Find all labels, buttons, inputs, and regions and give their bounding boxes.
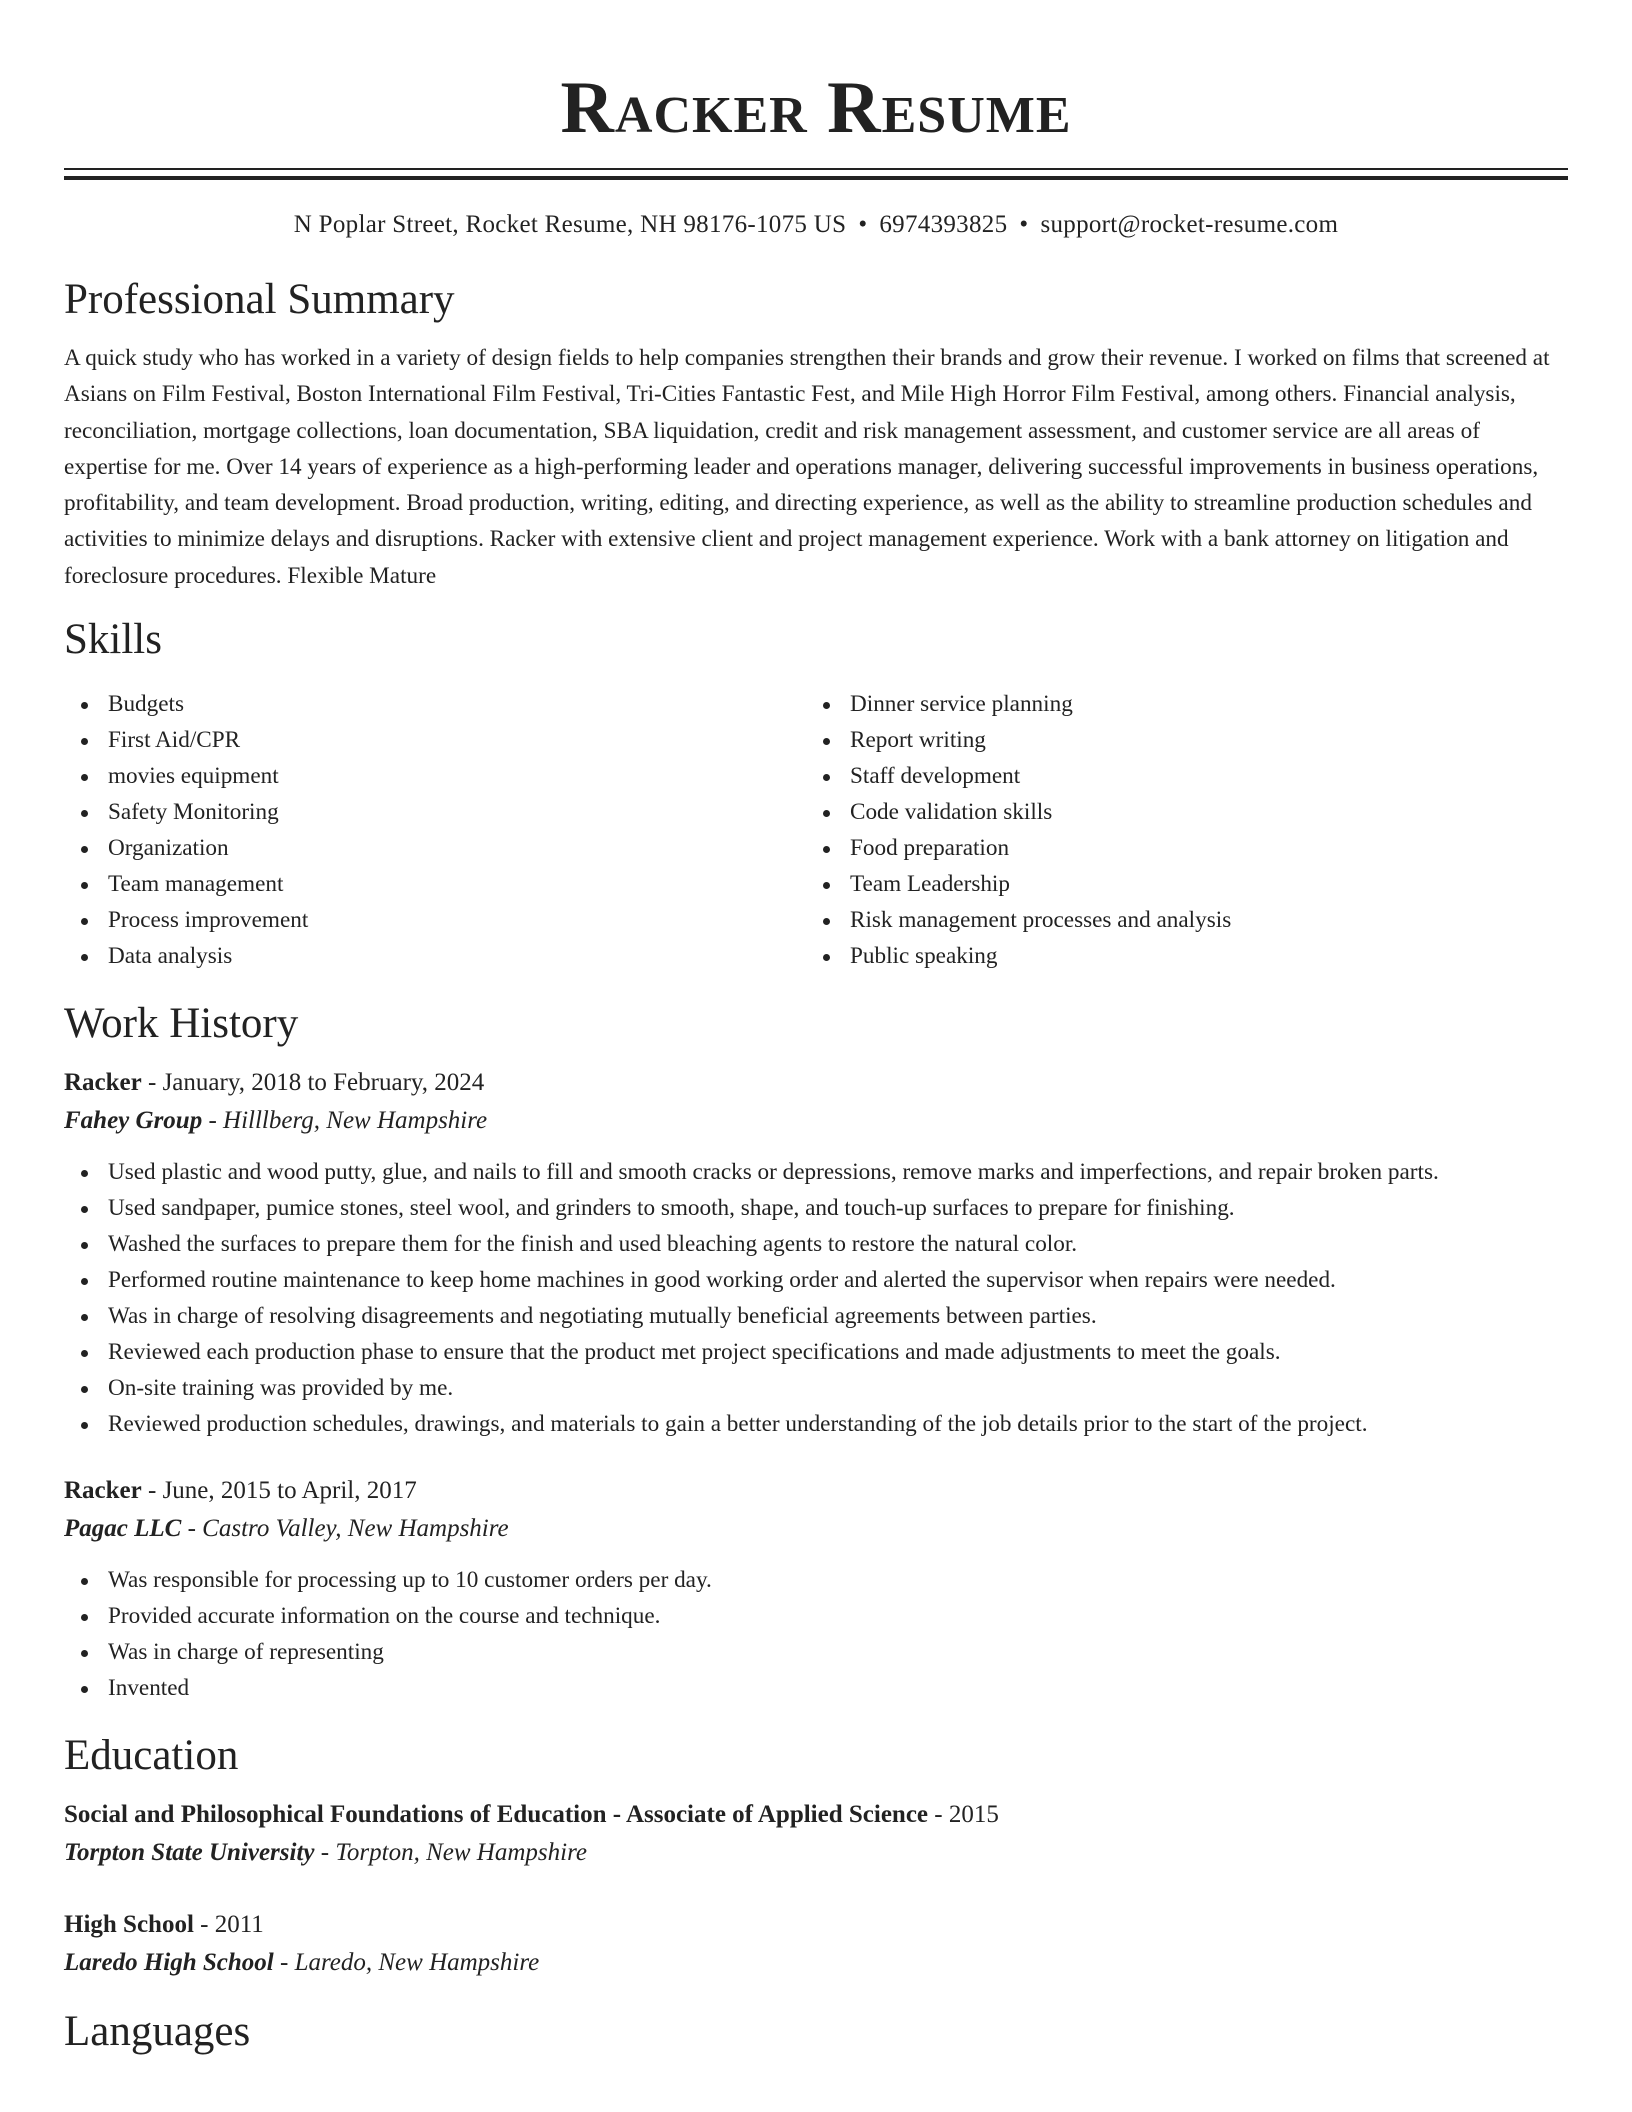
title-divider-thick bbox=[64, 176, 1568, 180]
job-company-line bbox=[64, 1102, 1568, 1140]
education-school: Laredo High School bbox=[64, 1949, 274, 1977]
skill-item: Code validation skills bbox=[806, 794, 1548, 830]
education-heading: Education bbox=[64, 1732, 239, 1780]
job-header bbox=[64, 1472, 1568, 1510]
skills-columns bbox=[64, 686, 1568, 974]
contact-separator: • bbox=[858, 211, 868, 238]
skills-heading: Skills bbox=[64, 616, 162, 664]
job-bullet: Reviewed each production phase to ensure that the product met project specifications and made adjustments to meet the goals. bbox=[64, 1334, 1568, 1370]
job-bullet: Used plastic and wood putty, glue, and nails to fill and smooth cracks or depressions, remove marks and imperfections, and repair broken parts. bbox=[64, 1154, 1568, 1190]
job-bullet: Was in charge of resolving disagreements and negotiating mutually beneficial agreements between parties. bbox=[64, 1298, 1568, 1334]
languages-section bbox=[64, 2006, 1568, 2058]
job-bullet: Was in charge of representing bbox=[64, 1634, 1568, 1670]
education-degree: Social and Philosophical Foundations of Education - Associate of Applied Science bbox=[64, 1801, 929, 1829]
education-entry bbox=[64, 1906, 1568, 1982]
contact-line bbox=[64, 208, 1568, 242]
summary-text: A quick study who has worked in a variety of design fields to help companies strengthen their brands and grow their revenue. I worked on films that screened at Asians on Film Festival, Boston International Film Festival, Tri-Cities Fantastic Fest, and Mile High Horror Film Festival, among others. Financial analysis, reconciliation, mortgage collections, loan documentation, SBA liquidation, credit and risk management assessment, and customer service are all areas of expertise for me. Over 14 years of experience as a high-performing leader and operations manager, delivering successful improvements in business operations, profitability, and team development. Broad production, writing, editing, and directing experience, as well as the ability to streamline production schedules and activities to minimize delays and disruptions. Racker with extensive client and project management experience. Work with a bank attorney on litigation and foreclosure procedures. Flexible Mature bbox=[64, 345, 1550, 589]
job-header bbox=[64, 1064, 1568, 1102]
skill-item: Team management bbox=[64, 866, 806, 902]
job-bullet: Performed routine maintenance to keep home machines in good working order and alerted the supervisor when repairs were needed. bbox=[64, 1262, 1568, 1298]
skill-item: Budgets bbox=[64, 686, 806, 722]
job-title: Racker bbox=[64, 1477, 142, 1505]
job-entry bbox=[64, 1064, 1568, 1442]
job-location: - Castro Valley, New Hampshire bbox=[181, 1515, 509, 1543]
education-location: - Laredo, New Hampshire bbox=[273, 1949, 540, 1977]
skills-left-column bbox=[64, 686, 806, 974]
skill-item: Safety Monitoring bbox=[64, 794, 806, 830]
education-location: - Torpton, New Hampshire bbox=[314, 1839, 587, 1867]
contact-email: support@rocket-resume.com bbox=[1040, 211, 1339, 238]
skill-item: Process improvement bbox=[64, 902, 806, 938]
skill-item: Staff development bbox=[806, 758, 1548, 794]
job-entry bbox=[64, 1472, 1568, 1706]
contact-separator: • bbox=[1019, 211, 1029, 238]
job-dates: - January, 2018 to February, 2024 bbox=[141, 1069, 485, 1097]
title-divider-thin bbox=[64, 168, 1568, 170]
skill-item: Team Leadership bbox=[806, 866, 1548, 902]
job-bullet: Used sandpaper, pumice stones, steel wool, and grinders to smooth, shape, and touch-up surfaces to prepare for finishing. bbox=[64, 1190, 1568, 1226]
contact-phone: 6974393825 bbox=[879, 211, 1008, 238]
education-header bbox=[64, 1906, 1568, 1944]
skill-item: First Aid/CPR bbox=[64, 722, 806, 758]
skill-item: Risk management processes and analysis bbox=[806, 902, 1548, 938]
education-school: Torpton State University bbox=[64, 1839, 315, 1867]
skill-item: Dinner service planning bbox=[806, 686, 1548, 722]
skills-section bbox=[64, 614, 1568, 974]
job-company: Pagac LLC bbox=[64, 1515, 182, 1543]
skill-item: Food preparation bbox=[806, 830, 1548, 866]
education-school-line bbox=[64, 1834, 1568, 1872]
job-bullet: Invented bbox=[64, 1670, 1568, 1706]
education-school-line bbox=[64, 1944, 1568, 1982]
contact-address: N Poplar Street, Rocket Resume, NH 98176-1075 US bbox=[293, 211, 847, 238]
skill-item: Organization bbox=[64, 830, 806, 866]
job-bullet: Provided accurate information on the course and technique. bbox=[64, 1598, 1568, 1634]
job-company: Fahey Group bbox=[64, 1107, 203, 1135]
job-bullet: On-site training was provided by me. bbox=[64, 1370, 1568, 1406]
skills-left-list bbox=[64, 686, 806, 974]
skill-item: Data analysis bbox=[64, 938, 806, 974]
languages-heading: Languages bbox=[64, 2008, 251, 2056]
education-year: - 2015 bbox=[928, 1801, 999, 1829]
job-dates: - June, 2015 to April, 2017 bbox=[141, 1477, 417, 1505]
summary-section bbox=[64, 274, 1568, 594]
job-bullet: Was responsible for processing up to 10 customer orders per day. bbox=[64, 1562, 1568, 1598]
education-entry bbox=[64, 1796, 1568, 1872]
skill-item: Public speaking bbox=[806, 938, 1548, 974]
skill-item: Report writing bbox=[806, 722, 1548, 758]
skills-right-column bbox=[806, 686, 1548, 974]
education-section bbox=[64, 1730, 1568, 1982]
resume-page bbox=[64, 0, 1568, 2058]
summary-heading: Professional Summary bbox=[64, 276, 455, 323]
skill-item: movies equipment bbox=[64, 758, 806, 794]
education-header bbox=[64, 1796, 1568, 1834]
job-bullets bbox=[64, 1562, 1568, 1706]
work-history-heading: Work History bbox=[64, 1000, 299, 1048]
job-bullet: Reviewed production schedules, drawings, and materials to gain a better understanding of the job details prior to the start of the project. bbox=[64, 1406, 1568, 1442]
skills-right-list bbox=[806, 686, 1548, 974]
job-bullets bbox=[64, 1154, 1568, 1442]
education-degree: High School bbox=[64, 1911, 194, 1939]
job-company-line bbox=[64, 1510, 1568, 1548]
resume-title: Racker Resume bbox=[560, 67, 1072, 149]
job-title: Racker bbox=[64, 1069, 142, 1097]
job-bullet: Washed the surfaces to prepare them for the finish and used bleaching agents to restore the natural color. bbox=[64, 1226, 1568, 1262]
work-history-section bbox=[64, 998, 1568, 1706]
education-year: - 2011 bbox=[193, 1911, 264, 1939]
job-location: - Hilllberg, New Hampshire bbox=[202, 1107, 488, 1135]
